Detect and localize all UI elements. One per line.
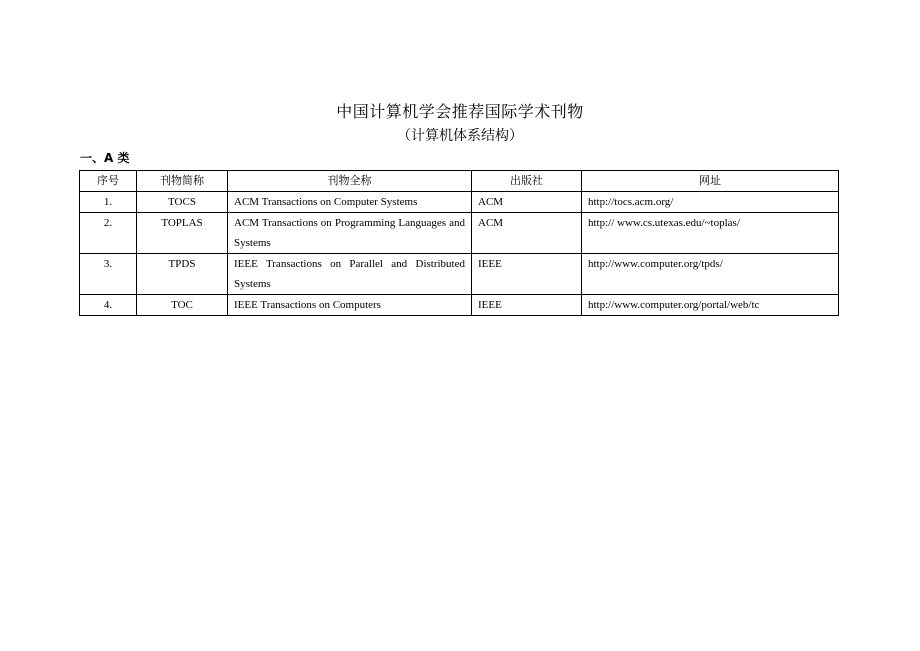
row-index: 1. — [80, 192, 137, 213]
row-website-link[interactable]: http://www.computer.org/tpds/ — [582, 254, 839, 295]
table-row — [80, 213, 839, 254]
header-full-name: 刊物全称 — [228, 171, 472, 192]
header-index: 序号 — [80, 171, 137, 192]
row-index: 3. — [80, 254, 137, 295]
row-publisher: ACM — [472, 213, 582, 254]
header-abbreviation: 刊物简称 — [137, 171, 228, 192]
table-row — [80, 192, 839, 213]
header-publisher: 出版社 — [472, 171, 582, 192]
table-row — [80, 295, 839, 316]
table-row — [80, 254, 839, 295]
row-abbreviation: TOCS — [137, 192, 228, 213]
section-heading: 一、A 类 — [80, 151, 130, 165]
row-abbreviation: TPDS — [137, 254, 228, 295]
row-publisher: IEEE — [472, 295, 582, 316]
row-full-name: ACM Transactions on Programming Languages and Systems — [228, 213, 472, 254]
row-index: 4. — [80, 295, 137, 316]
row-publisher: IEEE — [472, 254, 582, 295]
row-website-link[interactable]: http://www.computer.org/portal/web/tc — [582, 295, 839, 316]
row-full-name: IEEE Transactions on Parallel and Distributed Systems — [228, 254, 472, 295]
row-full-name: ACM Transactions on Computer Systems — [228, 192, 472, 213]
page-subtitle: （计算机体系结构） — [397, 128, 523, 144]
table-header-row — [80, 171, 839, 192]
page-title: 中国计算机学会推荐国际学术刊物 — [336, 102, 584, 121]
row-full-name: IEEE Transactions on Computers — [228, 295, 472, 316]
row-abbreviation: TOC — [137, 295, 228, 316]
row-publisher: ACM — [472, 192, 582, 213]
header-website: 网址 — [582, 171, 839, 192]
row-website-link[interactable]: http:// www.cs.utexas.edu/~toplas/ — [582, 213, 839, 254]
row-index: 2. — [80, 213, 137, 254]
row-abbreviation: TOPLAS — [137, 213, 228, 254]
journal-table — [79, 170, 839, 316]
row-website-link[interactable]: http://tocs.acm.org/ — [582, 192, 839, 213]
